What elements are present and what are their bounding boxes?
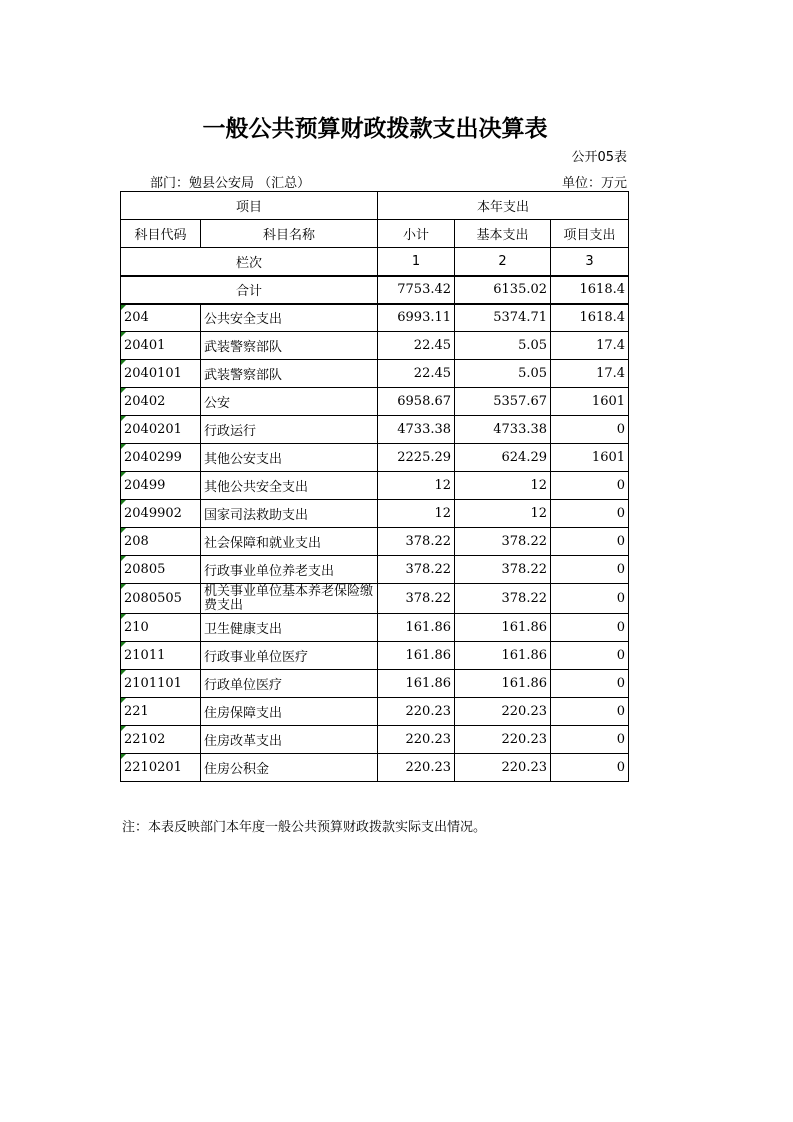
department-label: 部门：勉县公安局 （汇总） xyxy=(150,176,311,191)
row-project: 0 xyxy=(551,754,629,782)
row-code: 2040201 xyxy=(121,416,201,444)
column-number-1: 1 xyxy=(378,248,455,276)
header-item: 项目 xyxy=(121,192,378,220)
total-project: 1618.4 xyxy=(551,276,629,304)
row-code: 2101101 xyxy=(121,670,201,698)
row-name: 其他公安支出 xyxy=(201,444,378,472)
table-row xyxy=(121,388,629,416)
row-code: 20805 xyxy=(121,556,201,584)
row-subtotal: 378.22 xyxy=(378,556,455,584)
row-project: 0 xyxy=(551,584,629,614)
row-project: 0 xyxy=(551,670,629,698)
row-code: 2080505 xyxy=(121,584,201,614)
row-basic: 5357.67 xyxy=(455,388,551,416)
row-subtotal: 161.86 xyxy=(378,614,455,642)
row-subtotal: 6993.11 xyxy=(378,304,455,332)
row-subtotal: 12 xyxy=(378,500,455,528)
row-project: 0 xyxy=(551,528,629,556)
row-basic: 220.23 xyxy=(455,726,551,754)
row-subtotal: 22.45 xyxy=(378,360,455,388)
row-name: 公安 xyxy=(201,388,378,416)
row-code: 22102 xyxy=(121,726,201,754)
row-project: 0 xyxy=(551,642,629,670)
row-subtotal: 220.23 xyxy=(378,754,455,782)
table-row xyxy=(121,444,629,472)
row-name: 公共安全支出 xyxy=(201,304,378,332)
row-basic: 220.23 xyxy=(455,698,551,726)
row-name: 住房公积金 xyxy=(201,754,378,782)
table-row xyxy=(121,698,629,726)
form-code: 公开05表 xyxy=(571,150,627,165)
row-project: 0 xyxy=(551,556,629,584)
table-row xyxy=(121,332,629,360)
header-row-1 xyxy=(121,192,629,220)
row-subtotal: 6958.67 xyxy=(378,388,455,416)
row-project: 17.4 xyxy=(551,332,629,360)
row-code: 2040299 xyxy=(121,444,201,472)
row-name: 行政运行 xyxy=(201,416,378,444)
header-project: 项目支出 xyxy=(551,220,629,248)
column-order-label: 栏次 xyxy=(121,248,378,276)
row-project: 0 xyxy=(551,698,629,726)
table-row xyxy=(121,754,629,782)
row-basic: 12 xyxy=(455,500,551,528)
row-project: 0 xyxy=(551,500,629,528)
row-code: 221 xyxy=(121,698,201,726)
row-name: 武装警察部队 xyxy=(201,360,378,388)
total-basic: 6135.02 xyxy=(455,276,551,304)
row-basic: 161.86 xyxy=(455,614,551,642)
column-order-row xyxy=(121,248,629,276)
row-name: 行政单位医疗 xyxy=(201,670,378,698)
row-basic: 5374.71 xyxy=(455,304,551,332)
row-basic: 378.22 xyxy=(455,556,551,584)
row-subtotal: 4733.38 xyxy=(378,416,455,444)
row-subtotal: 378.22 xyxy=(378,584,455,614)
table-row xyxy=(121,726,629,754)
row-project: 0 xyxy=(551,726,629,754)
row-code: 2210201 xyxy=(121,754,201,782)
row-subtotal: 378.22 xyxy=(378,528,455,556)
header-name: 科目名称 xyxy=(201,220,378,248)
total-row xyxy=(121,276,629,304)
row-name: 行政事业单位医疗 xyxy=(201,642,378,670)
unit-label: 单位：万元 xyxy=(561,176,627,191)
row-basic: 161.86 xyxy=(455,670,551,698)
table-row xyxy=(121,614,629,642)
row-code: 2040101 xyxy=(121,360,201,388)
table-row xyxy=(121,556,629,584)
page-title: 一般公共预算财政拨款支出决算表 xyxy=(202,116,548,142)
row-code: 20402 xyxy=(121,388,201,416)
row-basic: 624.29 xyxy=(455,444,551,472)
table-row xyxy=(121,304,629,332)
table-row xyxy=(121,360,629,388)
row-basic: 4733.38 xyxy=(455,416,551,444)
header-row-2 xyxy=(121,220,629,248)
row-project: 0 xyxy=(551,472,629,500)
row-basic: 161.86 xyxy=(455,642,551,670)
row-project: 17.4 xyxy=(551,360,629,388)
column-number-2: 2 xyxy=(455,248,551,276)
row-code: 20401 xyxy=(121,332,201,360)
expenditure-table xyxy=(120,191,629,782)
row-code: 21011 xyxy=(121,642,201,670)
row-basic: 5.05 xyxy=(455,332,551,360)
header-subtotal: 小计 xyxy=(378,220,455,248)
column-number-3: 3 xyxy=(551,248,629,276)
row-name: 行政事业单位养老支出 xyxy=(201,556,378,584)
row-code: 204 xyxy=(121,304,201,332)
table-row xyxy=(121,584,629,614)
row-name: 武装警察部队 xyxy=(201,332,378,360)
row-project: 1601 xyxy=(551,388,629,416)
header-basic: 基本支出 xyxy=(455,220,551,248)
row-code: 208 xyxy=(121,528,201,556)
total-subtotal: 7753.42 xyxy=(378,276,455,304)
row-basic: 12 xyxy=(455,472,551,500)
table-note: 注：本表反映部门本年度一般公共预算财政拨款实际支出情况。 xyxy=(122,820,487,835)
row-subtotal: 22.45 xyxy=(378,332,455,360)
row-code: 210 xyxy=(121,614,201,642)
row-basic: 378.22 xyxy=(455,528,551,556)
table-row xyxy=(121,500,629,528)
table-row xyxy=(121,528,629,556)
row-subtotal: 2225.29 xyxy=(378,444,455,472)
row-project: 1618.4 xyxy=(551,304,629,332)
header-code: 科目代码 xyxy=(121,220,201,248)
row-name: 卫生健康支出 xyxy=(201,614,378,642)
table-row xyxy=(121,416,629,444)
row-name: 住房改革支出 xyxy=(201,726,378,754)
row-name: 其他公共安全支出 xyxy=(201,472,378,500)
row-project: 1601 xyxy=(551,444,629,472)
row-name: 住房保障支出 xyxy=(201,698,378,726)
row-basic: 378.22 xyxy=(455,584,551,614)
table-row xyxy=(121,670,629,698)
row-project: 0 xyxy=(551,614,629,642)
table-row xyxy=(121,472,629,500)
row-name: 社会保障和就业支出 xyxy=(201,528,378,556)
row-basic: 220.23 xyxy=(455,754,551,782)
header-this-year: 本年支出 xyxy=(378,192,629,220)
row-name: 机关事业单位基本养老保险缴费支出 xyxy=(201,584,378,614)
row-project: 0 xyxy=(551,416,629,444)
row-basic: 5.05 xyxy=(455,360,551,388)
table-row xyxy=(121,642,629,670)
row-subtotal: 220.23 xyxy=(378,698,455,726)
total-label: 合计 xyxy=(121,276,378,304)
row-subtotal: 161.86 xyxy=(378,670,455,698)
row-code: 2049902 xyxy=(121,500,201,528)
row-name: 国家司法救助支出 xyxy=(201,500,378,528)
row-subtotal: 161.86 xyxy=(378,642,455,670)
row-subtotal: 12 xyxy=(378,472,455,500)
row-subtotal: 220.23 xyxy=(378,726,455,754)
row-code: 20499 xyxy=(121,472,201,500)
